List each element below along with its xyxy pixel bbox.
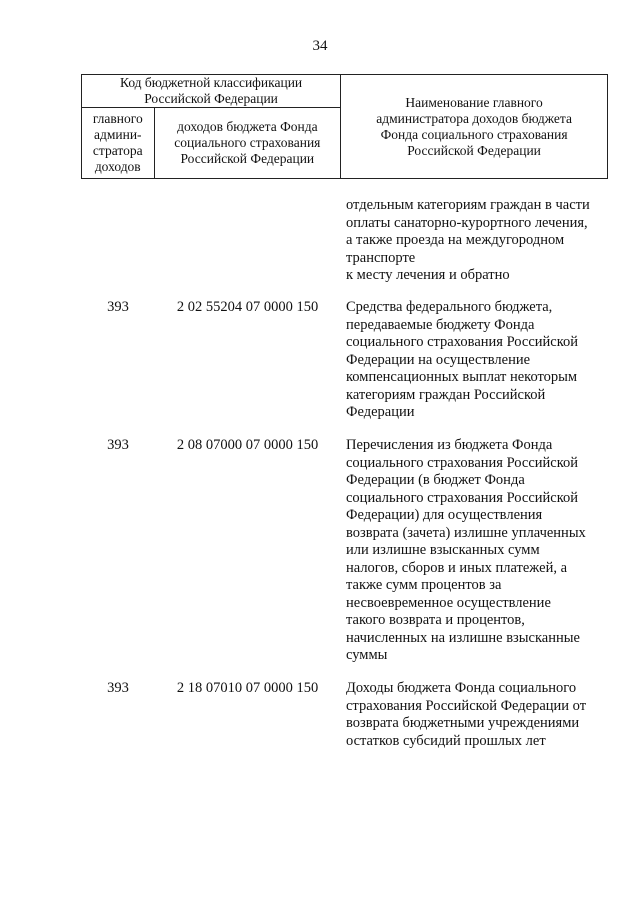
row-name-line: а также проезда на междугородном bbox=[346, 232, 565, 248]
row-name bbox=[346, 437, 608, 665]
row-name-line: остатков субсидий прошлых лет bbox=[346, 732, 546, 749]
row-name-line: Доходы бюджета Фонда социального bbox=[346, 680, 577, 696]
header-income-line: социального страхования bbox=[174, 135, 321, 150]
header-name-line: Наименование главного bbox=[405, 94, 543, 110]
header-admin-line: админи- bbox=[93, 127, 142, 142]
header-income-column bbox=[154, 108, 341, 179]
row-name-line: или излишне взысканных сумм bbox=[346, 542, 540, 558]
row-name-line: категориям граждан Российской bbox=[346, 386, 546, 403]
header-name-line: Фонда социального страхования bbox=[380, 126, 568, 142]
row-name bbox=[346, 299, 608, 422]
row-name-line: Федерации на осуществление bbox=[346, 351, 531, 368]
row-name-line: Федерации (в бюджет Фонда bbox=[346, 472, 525, 488]
row-name-line: Средства федерального бюджета, bbox=[346, 299, 553, 315]
header-name-column bbox=[341, 75, 608, 179]
header-group-title-line: Российской Федерации bbox=[144, 91, 278, 106]
row-name-line: социального страхования Российской bbox=[346, 334, 579, 350]
page-number: 34 bbox=[312, 38, 328, 54]
header-income-line: доходов бюджета Фонда bbox=[177, 119, 318, 134]
header-group-title bbox=[82, 75, 341, 108]
table-header bbox=[81, 74, 608, 179]
row-name-line: Федерации) для осуществления bbox=[346, 507, 543, 523]
row-name-line: передаваемые бюджету Фонда bbox=[346, 316, 535, 333]
row-name-line: возврата бюджетными учреждениями bbox=[346, 715, 580, 731]
header-admin-column bbox=[82, 108, 155, 179]
row-name-line: такого возврата и процентов, bbox=[346, 612, 525, 628]
row-name-line: компенсационных выплат некоторым bbox=[346, 369, 578, 385]
header-admin-line: доходов bbox=[94, 159, 141, 174]
row-budget-code: 2 18 07010 07 0000 150 bbox=[176, 680, 319, 696]
row-name-line: начисленных на излишне взысканные bbox=[346, 629, 580, 646]
row-name bbox=[346, 197, 608, 285]
row-name-line: отдельным категориям граждан в части bbox=[346, 197, 590, 213]
row-name-line: несвоевременное осуществление bbox=[346, 594, 551, 611]
row-name bbox=[346, 680, 608, 750]
row-budget-code: 2 02 55204 07 0000 150 bbox=[176, 299, 319, 315]
row-name-line: социального страхования Российской bbox=[346, 489, 579, 506]
row-name-line: страхования Российской Федерации от bbox=[346, 697, 587, 714]
row-name-line: социального страхования Российской bbox=[346, 454, 579, 471]
row-name-line: Перечисления из бюджета Фонда bbox=[346, 437, 553, 453]
row-name-line: налогов, сборов и иных платежей, а bbox=[346, 559, 568, 576]
row-name-line: Федерации bbox=[346, 404, 415, 420]
row-name-line: возврата (зачета) излишне уплаченных bbox=[346, 524, 586, 541]
header-name-line: администратора доходов бюджета bbox=[376, 110, 572, 126]
header-group-title-line: Код бюджетной классификации bbox=[119, 75, 303, 90]
row-admin-code: 393 bbox=[107, 680, 129, 696]
header-name-line: Российской Федерации bbox=[407, 142, 541, 158]
row-name-line: суммы bbox=[346, 647, 388, 663]
row-name-line: оплаты санаторно-курортного лечения, bbox=[346, 214, 588, 231]
row-admin-code: 393 bbox=[107, 299, 129, 315]
header-income-line: Российской Федерации bbox=[180, 151, 315, 166]
header-admin-line: главного bbox=[92, 111, 143, 126]
row-name-line: транспорте bbox=[346, 249, 416, 266]
header-admin-line: стратора bbox=[92, 143, 143, 158]
row-budget-code: 2 08 07000 07 0000 150 bbox=[176, 437, 319, 453]
row-name-line: также сумм процентов за bbox=[346, 577, 502, 593]
row-name-line: к месту лечения и обратно bbox=[346, 267, 510, 283]
row-admin-code: 393 bbox=[107, 437, 129, 453]
